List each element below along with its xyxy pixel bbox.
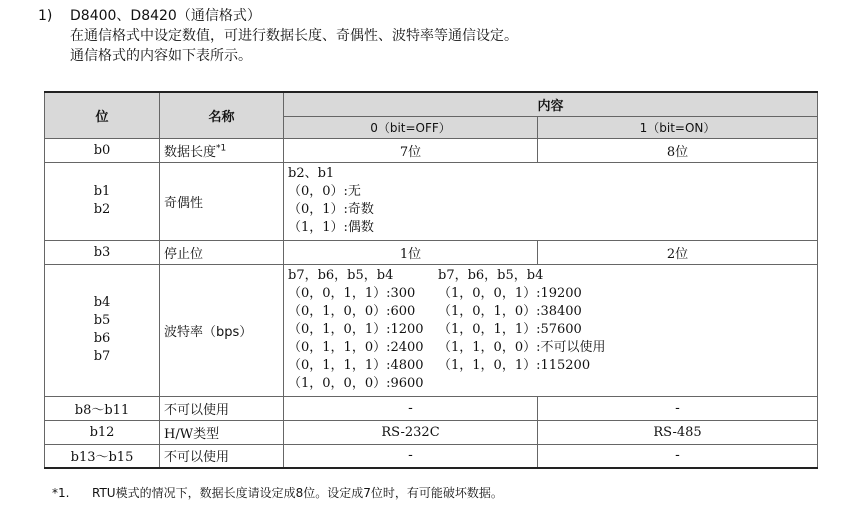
row-data-length (45, 138, 818, 162)
item-number: 1) (38, 8, 53, 24)
item-heading: D8400、D8420（通信格式） (70, 8, 261, 24)
row-b13-b15 (45, 444, 818, 468)
cell-on: 8位 (538, 138, 818, 162)
cell-bit: b0 (45, 138, 160, 162)
cell-name: 停止位 (160, 240, 284, 264)
intro-line-2: 通信格式的内容如下表所示。 (70, 48, 252, 64)
header-name: 名称 (160, 92, 284, 138)
row-b8-b11 (45, 396, 818, 420)
cell-off: - (284, 396, 538, 420)
header-bit: 位 (45, 92, 160, 138)
footnote-ref: *1 (216, 143, 227, 154)
row-b12 (45, 420, 818, 444)
cell-bit: b1 b2 (45, 162, 160, 240)
baud-left-column: b7，b6，b5，b4 （0，0，1，1）:300 （0，1，0，0）:600 （0，1，0，1）:1200 （0，1，1，0）:2400 （0，1，1，1）:4800 （1，0，0，0）:9600 (288, 268, 424, 391)
cell-on: 2位 (538, 240, 818, 264)
cell-off: - (284, 444, 538, 468)
header-on: 1（bit=ON） (538, 116, 818, 138)
cell-off: RS-232C (284, 420, 538, 444)
row-baud-rate (45, 264, 818, 396)
communication-format-table (44, 91, 818, 469)
cell-name: 奇偶性 (160, 162, 284, 240)
footnote (52, 484, 503, 501)
baud-right-column: b7，b6，b5，b4 （1，0，0，1）:19200 （1，0，1，0）:38400 （1，0，1，1）:57600 （1，1，0，0）:不可以使用 （1，1，0，1）:115200 (438, 268, 606, 373)
header-off: 0（bit=OFF） (284, 116, 538, 138)
cell-on: - (538, 444, 818, 468)
footnote-text: RTU模式的情况下，数据长度请设定成8位。设定成7位时，有可能破坏数据。 (92, 486, 503, 500)
cell-name: 不可以使用 (160, 396, 284, 420)
cell-on: RS-485 (538, 420, 818, 444)
intro-heading-row (38, 6, 518, 26)
cell-parity-values: b2、b1 （0，0）:无 （0，1）:奇数 （1，1）:偶数 (284, 162, 818, 240)
intro-line-1: 在通信格式中设定数值，可进行数据长度、奇偶性、波特率等通信设定。 (70, 28, 518, 44)
cell-name: 波特率（bps） (160, 264, 284, 396)
cell-bit: b13～b15 (45, 444, 160, 468)
cell-baud-values (284, 264, 818, 396)
cell-bit: b12 (45, 420, 160, 444)
cell-bit: b3 (45, 240, 160, 264)
row-parity (45, 162, 818, 240)
cell-name: 不可以使用 (160, 444, 284, 468)
cell-bit: b4 b5 b6 b7 (45, 264, 160, 396)
cell-name: H/W类型 (160, 420, 284, 444)
header-content: 内容 (284, 92, 818, 116)
row-stop-bit (45, 240, 818, 264)
cell-on: - (538, 396, 818, 420)
footnote-mark: *1. (52, 486, 70, 500)
cell-bit: b8～b11 (45, 396, 160, 420)
cell-name: 数据长度$^{*1}$ (160, 138, 284, 162)
cell-off: 1位 (284, 240, 538, 264)
cell-off: 7位 (284, 138, 538, 162)
intro-section (38, 6, 518, 66)
